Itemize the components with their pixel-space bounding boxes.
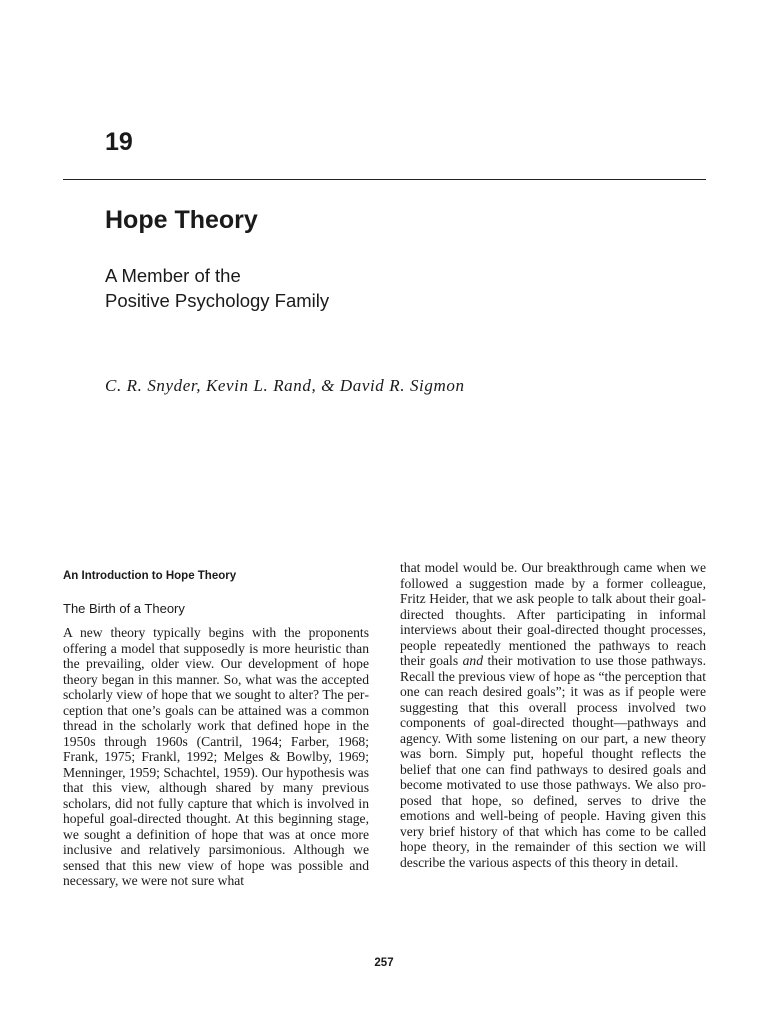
chapter-authors: C. R. Snyder, Kevin L. Rand, & David R. Sigmon — [105, 376, 465, 395]
body-paragraph-continued — [400, 560, 706, 870]
body-text-segment: that model would be. Our breakthrough came when we followed a suggestion made by a former colleague, Fritz Heider, that we ask people to talk about their goal-directed thoughts. After participating in informal interviews about their goal-directed thought processes, people repeatedly mentioned the pathways to reach their goals — [400, 560, 706, 668]
body-paragraph: A new theory typically begins with the proponents offering a model that supposedly is more heuristic than the prevailing, older view. Our development of hope theory began in this manner. So, what was the accepted scholarly view of hope that we sought to alter? The perception that one’s goals can be attained was a common thread in the scholarly work that defined hope in the 1950s through 1960s (Cantril, 1964; Farber, 1968; Frank, 1975; Frankl, 1992; Melges & Bowlby, 1969; Menninger, 1959; Schachtel, 1959). Our hypothesis was that this view, although shared by many previous scholars, did not fully capture that which is involved in hopeful goal-directed thought. At this beginning stage, we sought a definition of hope that was at once more inclusive and relatively parsimonious. Although we sensed that this new view of hope was possible and necessary, we were not sure what — [63, 625, 369, 888]
subsection-heading: The Birth of a Theory — [63, 601, 185, 616]
body-text-segment: their motivation to use those pathways. Recall the previous view of hope as “the perception that one can reach desired goals”; it was as if people were suggesting that this overall process involved two components of goal-directed thought—pathways and agency. With some listening on our part, a new theory was born. Simply put, hopeful thought reflects the belief that one can find pathways to desired goals and become motivated to use those pathways. We also proposed that hope, so defined, serves to drive the emotions and well-being of people. Having given this very brief history of that which has come to be called hope theory, in the remainder of this section we will describe the various aspects of this theory in detail. — [400, 653, 706, 870]
chapter-divider — [63, 179, 706, 180]
subtitle-line-2: Positive Psychology Family — [105, 290, 330, 311]
chapter-subtitle — [105, 263, 329, 313]
emphasis-text: and — [462, 653, 484, 668]
page-number: 257 — [374, 957, 394, 969]
right-column — [400, 560, 706, 870]
section-heading: An Introduction to Hope Theory — [63, 570, 237, 582]
chapter-number: 19 — [105, 128, 133, 156]
chapter-title: Hope Theory — [105, 206, 258, 234]
subtitle-line-1: A Member of the — [105, 265, 241, 286]
left-column — [63, 560, 369, 889]
